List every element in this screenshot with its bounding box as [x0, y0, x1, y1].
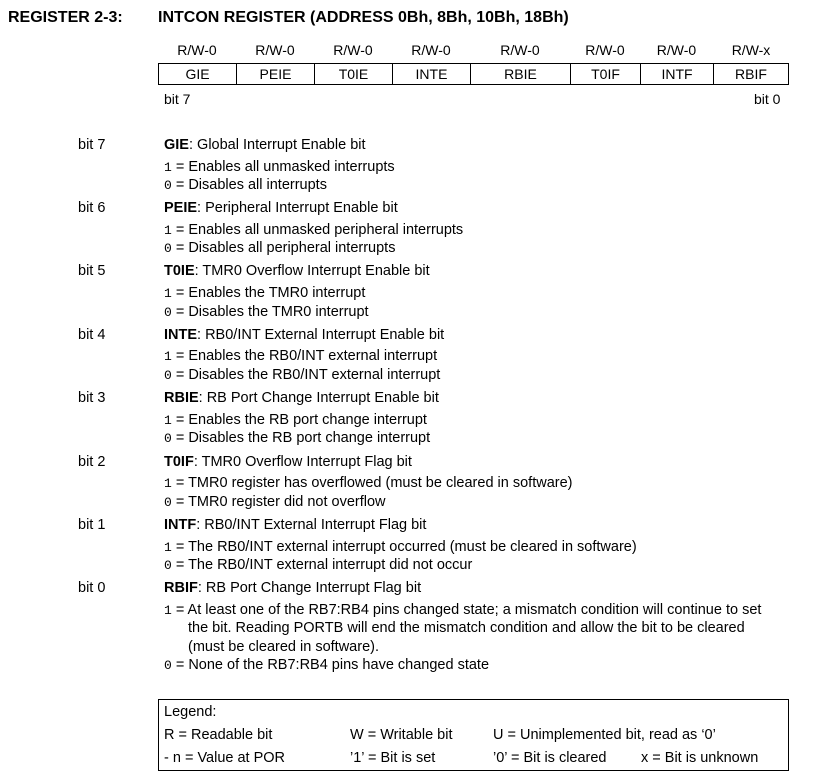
legend-box: [158, 699, 789, 771]
value-one-text: = Enables the RB port change interrupt: [171, 412, 427, 428]
value-zero-text: = Disables the RB port change interrupt: [171, 430, 431, 446]
value-zero: 0: [164, 241, 172, 256]
value-one: 1: [164, 223, 172, 238]
value-one-line: [164, 475, 572, 491]
bit-name: PEIE: [164, 200, 198, 216]
value-one-line: [164, 348, 437, 364]
bit-heading: [164, 327, 444, 343]
access-bit6: R/W-0: [255, 42, 295, 58]
value-one-text: = At least one of the RB7:RB4 pins changed state; a mismatch condition will continue to set: [171, 602, 762, 618]
bit-heading: [164, 200, 398, 216]
bit-cell-rbif: RBIF: [713, 63, 789, 85]
value-one-continuation: (must be cleared in software).: [188, 639, 379, 655]
bit-name: RBIE: [164, 390, 199, 406]
access-bit4: R/W-0: [411, 42, 451, 58]
value-one: 1: [164, 349, 172, 364]
bit-name: INTF: [164, 517, 197, 533]
bit-high-label: bit 7: [164, 91, 191, 107]
bit-number: bit 4: [78, 327, 106, 343]
value-zero: 0: [164, 305, 172, 320]
value-one-line: [164, 159, 395, 175]
bit-name: INTE: [164, 327, 198, 343]
legend-bit-unknown: x = Bit is unknown: [641, 750, 759, 766]
value-zero-line: [164, 304, 369, 320]
value-one-text: = Enables all unmasked peripheral interrupts: [171, 222, 464, 238]
value-zero-text: = Disables the TMR0 interrupt: [171, 304, 369, 320]
value-one: 1: [164, 476, 172, 491]
legend-bit-set: ’1’ = Bit is set: [350, 750, 436, 766]
bit-name: T0IF: [164, 454, 194, 470]
value-zero-line: [164, 177, 327, 193]
bit-name: RBIF: [164, 580, 198, 596]
bit-number: bit 0: [78, 580, 106, 596]
bit-title: : TMR0 Overflow Interrupt Enable bit: [194, 263, 430, 279]
bit-number: bit 3: [78, 390, 106, 406]
legend-por: - n = Value at POR: [164, 750, 286, 766]
access-bit7: R/W-0: [177, 42, 217, 58]
value-zero: 0: [164, 658, 172, 673]
value-one-text: = Enables the TMR0 interrupt: [171, 285, 366, 301]
access-bit1: R/W-0: [656, 42, 697, 58]
access-bit2: R/W-0: [585, 42, 625, 58]
value-zero-text: = Disables all interrupts: [171, 177, 327, 193]
bit-title: : RB0/INT External Interrupt Enable bit: [197, 327, 445, 343]
value-one-text: = Enables the RB0/INT external interrupt: [171, 348, 438, 364]
bit-number: bit 2: [78, 454, 106, 470]
value-one: 1: [164, 160, 172, 175]
bit-title: : RB Port Change Interrupt Enable bit: [198, 390, 439, 406]
bit-title: : Global Interrupt Enable bit: [188, 137, 366, 153]
value-one-text: = The RB0/INT external interrupt occurred (must be cleared in software): [171, 539, 637, 555]
value-one-line: [164, 602, 761, 618]
value-one: 1: [164, 413, 172, 428]
bit-cell-rbie: RBIE: [470, 63, 570, 85]
bit-heading: [164, 263, 430, 279]
bit-cell-peie: PEIE: [236, 63, 314, 85]
bit-heading: [164, 580, 421, 596]
value-one-line: [164, 222, 463, 238]
bit-cell-inte: INTE: [392, 63, 470, 85]
value-zero: 0: [164, 368, 172, 383]
bit-heading: [164, 137, 366, 153]
bit-number: bit 5: [78, 263, 106, 279]
bit-cell-t0ie: T0IE: [314, 63, 392, 85]
value-zero: 0: [164, 178, 172, 193]
bit-number: bit 1: [78, 517, 106, 533]
bit-title: : RB0/INT External Interrupt Flag bit: [196, 517, 427, 533]
value-zero-line: [164, 494, 386, 510]
value-one-line: [164, 539, 637, 555]
access-bit5: R/W-0: [333, 42, 373, 58]
bit-heading: [164, 454, 412, 470]
bit-heading: [164, 390, 439, 406]
legend-writable: W = Writable bit: [350, 727, 453, 743]
value-zero: 0: [164, 431, 172, 446]
bit-number: bit 6: [78, 200, 106, 216]
access-bit3: R/W-0: [500, 42, 540, 58]
bit-title: : RB Port Change Interrupt Flag bit: [197, 580, 422, 596]
register-title: INTCON REGISTER (ADDRESS 0Bh, 8Bh, 10Bh, 18Bh): [158, 9, 569, 26]
access-bit0: R/W-x: [731, 42, 771, 58]
bit-cell-gie: GIE: [158, 63, 236, 85]
legend-readable: R = Readable bit: [164, 727, 273, 743]
value-zero: 0: [164, 495, 172, 510]
value-zero-line: [164, 240, 395, 256]
bit-cell-intf: INTF: [640, 63, 713, 85]
bit-cell-t0if: T0IF: [570, 63, 640, 85]
bit-low-label: bit 0: [754, 91, 781, 107]
value-one-line: [164, 412, 427, 428]
value-zero-line: [164, 557, 472, 573]
value-one: 1: [164, 286, 172, 301]
value-one: 1: [164, 540, 172, 555]
bit-title: : TMR0 Overflow Interrupt Flag bit: [193, 454, 412, 470]
legend-bit-cleared: ’0’ = Bit is cleared: [493, 750, 607, 766]
legend-title: Legend:: [164, 704, 217, 720]
value-one-text: = TMR0 register has overflowed (must be cleared in software): [171, 475, 573, 491]
value-one-continuation: the bit. Reading PORTB will end the mismatch condition and allow the bit to be cleared: [188, 620, 745, 636]
register-number: REGISTER 2-3:: [8, 9, 123, 26]
bit-title: : Peripheral Interrupt Enable bit: [197, 200, 398, 216]
value-zero-line: [164, 657, 489, 673]
bit-name: T0IE: [164, 263, 195, 279]
value-zero-line: [164, 430, 430, 446]
legend-unimplemented: U = Unimplemented bit, read as ‘0’: [493, 727, 716, 743]
bit-heading: [164, 517, 426, 533]
value-one-line: [164, 285, 365, 301]
value-zero-text: = Disables all peripheral interrupts: [171, 240, 396, 256]
value-zero-text: = The RB0/INT external interrupt did not occur: [171, 557, 473, 573]
value-zero-text: = None of the RB7:RB4 pins have changed state: [171, 657, 490, 673]
value-zero-text: = Disables the RB0/INT external interrupt: [171, 367, 441, 383]
value-zero-text: = TMR0 register did not overflow: [171, 494, 386, 510]
value-one-text: = Enables all unmasked interrupts: [171, 159, 395, 175]
bit-name: GIE: [164, 137, 189, 153]
value-zero-line: [164, 367, 440, 383]
value-one: 1: [164, 603, 172, 618]
value-zero: 0: [164, 558, 172, 573]
bit-number: bit 7: [78, 137, 106, 153]
